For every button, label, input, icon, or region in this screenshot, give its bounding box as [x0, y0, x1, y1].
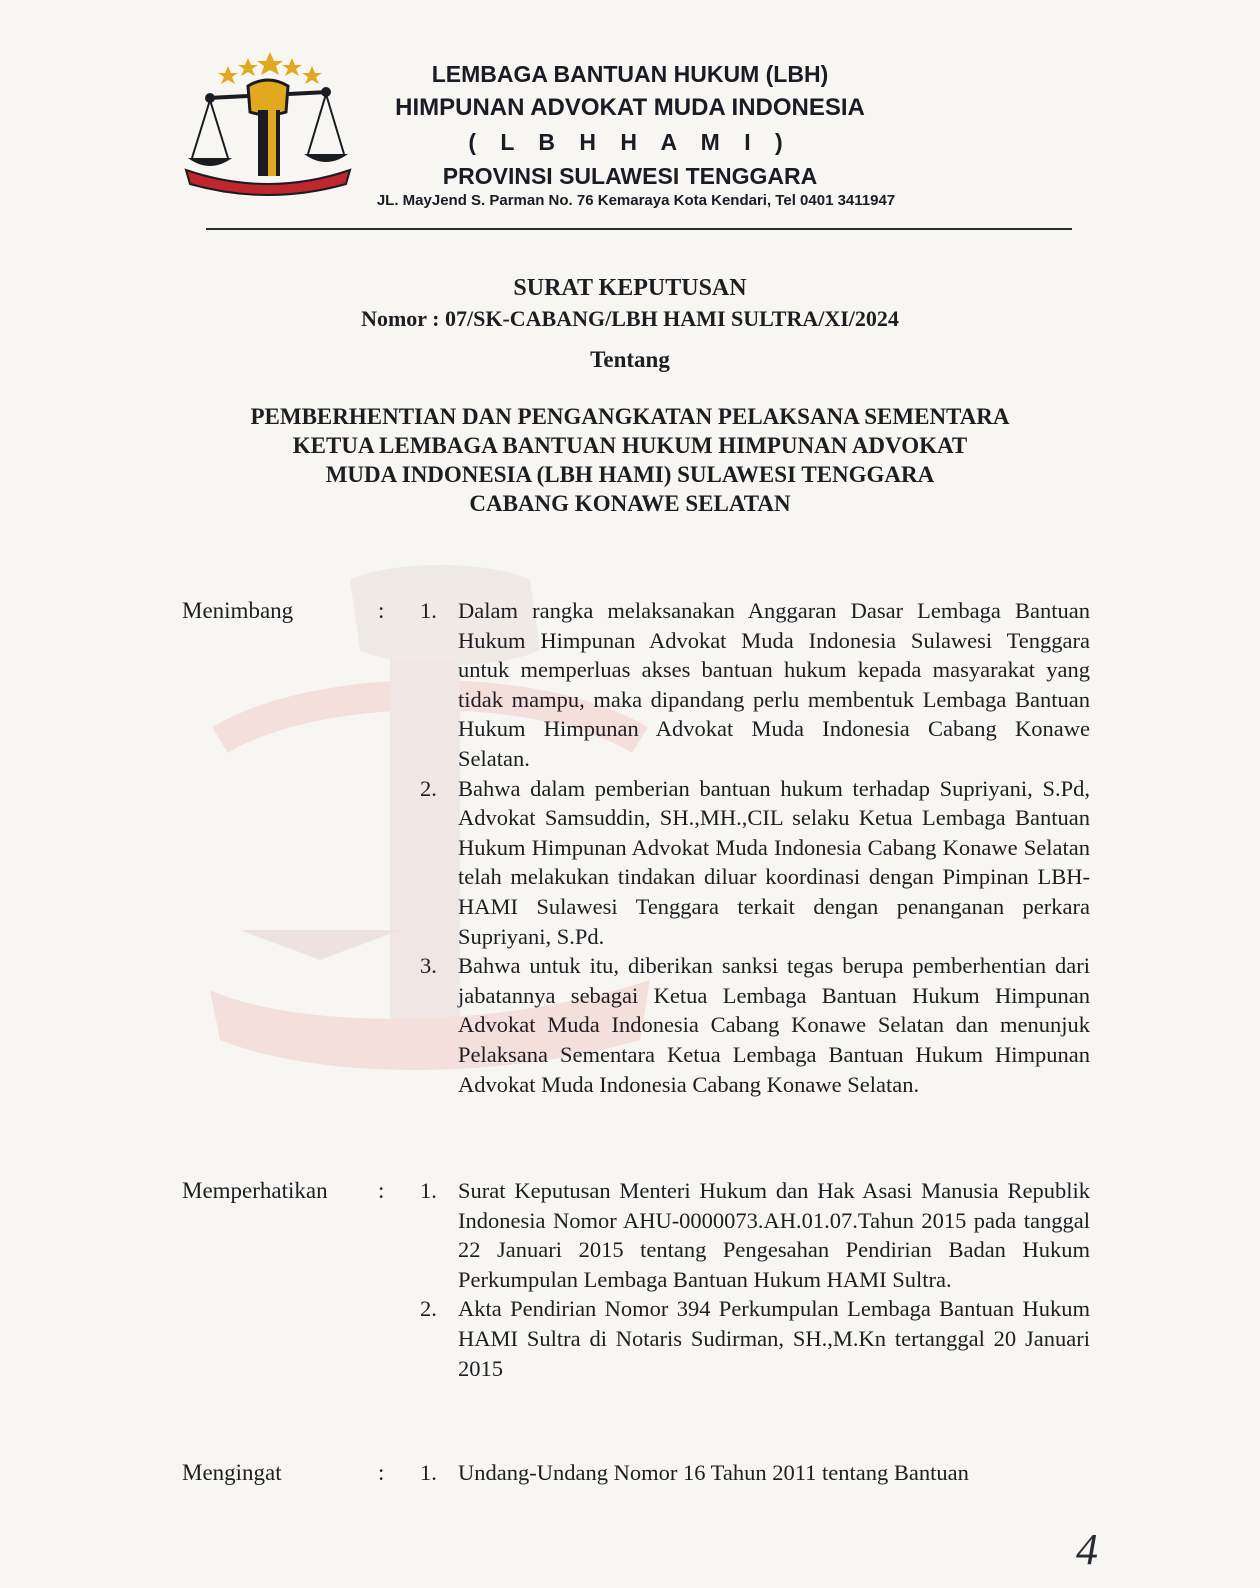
document-subject [220, 402, 1040, 518]
section-colon: : [378, 598, 385, 623]
subject-line: CABANG KONAWE SELATAN [469, 491, 791, 516]
section-label: Mengingat [182, 1460, 282, 1485]
item-text: Bahwa dalam pemberian bantuan hukum terhadap Supriyani, S.Pd, Advokat Samsuddin, SH.,MH.,CIL selaku Ketua Lembaga Bantuan Hukum Himpunan Advokat Muda Indonesia Cabang Konawe Selatan telah melakukan tindakan diluar koordinasi dengan Pimpinan LBH-HAMI Sulawesi Tenggara terkait dengan penanganan perkara Supriyani, S.Pd. [458, 775, 1090, 949]
item-text: Akta Pendirian Nomor 394 Perkumpulan Lembaga Bantuan Hukum HAMI Sultra di Notaris Sudirman, SH.,M.Kn tertanggal 20 Januari 2015 [458, 1296, 1090, 1381]
section-items [420, 596, 1090, 1099]
list-item [420, 774, 1090, 952]
list-item [420, 951, 1090, 1099]
item-number: 2. [420, 1296, 437, 1322]
handwritten-page-mark: 4 [1076, 1525, 1098, 1574]
section-items [420, 1176, 1090, 1383]
list-item [420, 596, 1090, 774]
item-text: Surat Keputusan Menteri Hukum dan Hak Asasi Manusia Republik Indonesia Nomor AHU-0000073.AH.01.07.Tahun 2015 pada tanggal 22 Januari 2015 tentang Pengesahan Pendirian Badan Hukum Perkumpulan Lembaga Bantuan Hukum HAMI Sultra. [458, 1178, 1090, 1292]
organization-header [330, 58, 930, 194]
letterhead-divider [206, 228, 1072, 230]
section-colon: : [378, 1178, 385, 1203]
list-item [420, 1176, 1090, 1294]
item-number: 2. [420, 775, 437, 801]
list-item [420, 1294, 1090, 1383]
org-province: PROVINSI SULAWESI TENGGARA [442, 163, 818, 189]
item-number: 1. [420, 1178, 437, 1203]
section-label: Memperhatikan [182, 1178, 328, 1203]
document-title-block [220, 272, 1040, 518]
subject-line: PEMBERHENTIAN DAN PENGANGKATAN PELAKSANA SEMENTARA [250, 404, 1010, 429]
item-number: 1. [420, 598, 437, 623]
document-number: Nomor : 07/SK-CABANG/LBH HAMI SULTRA/XI/2024 [361, 306, 899, 331]
org-acronym: ( L B H H A M I ) [468, 129, 792, 155]
lbh-hami-logo-icon [182, 48, 354, 198]
org-name-line-1: LEMBAGA BANTUAN HUKUM (LBH) [431, 61, 829, 87]
list-item [420, 1458, 1090, 1488]
item-number: 1. [420, 1460, 437, 1485]
org-address: JL. MayJend S. Parman No. 76 Kemaraya Kota Kendari, Tel 0401 3411947 [376, 192, 896, 209]
subject-line: MUDA INDONESIA (LBH HAMI) SULAWESI TENGGARA [325, 462, 935, 487]
section-label: Menimbang [182, 598, 294, 623]
item-text: Bahwa untuk itu, diberikan sanksi tegas berupa pemberhentian dari jabatannya sebagai Ketua Lembaga Bantuan Hukum Himpunan Advokat Muda Indonesia Cabang Konawe Selatan dan menunjuk Pelaksana Sementara Ketua Lembaga Bantuan Hukum Himpunan Advokat Muda Indonesia Cabang Konawe Selatan. [458, 953, 1090, 1097]
section-colon: : [378, 1460, 385, 1485]
item-text: Undang-Undang Nomor 16 Tahun 2011 tentang Bantuan [458, 1460, 969, 1485]
document-about: Tentang [590, 347, 670, 372]
org-name-line-2: HIMPUNAN ADVOKAT MUDA INDONESIA [395, 94, 865, 121]
item-text: Dalam rangka melaksanakan Anggaran Dasar Lembaga Bantuan Hukum Himpunan Advokat Muda Indonesia Sulawesi Tenggara untuk memperluas akses bantuan hukum kepada masyarakat yang tidak mampu, maka dipandang perlu membentuk Lembaga Bantuan Hukum Himpunan Advokat Muda Indonesia Cabang Konawe Selatan. [458, 598, 1090, 771]
subject-line: KETUA LEMBAGA BANTUAN HUKUM HIMPUNAN ADVOKAT [292, 433, 968, 458]
section-items [420, 1458, 1090, 1488]
document-title: SURAT KEPUTUSAN [513, 275, 747, 301]
item-number: 3. [420, 953, 437, 979]
